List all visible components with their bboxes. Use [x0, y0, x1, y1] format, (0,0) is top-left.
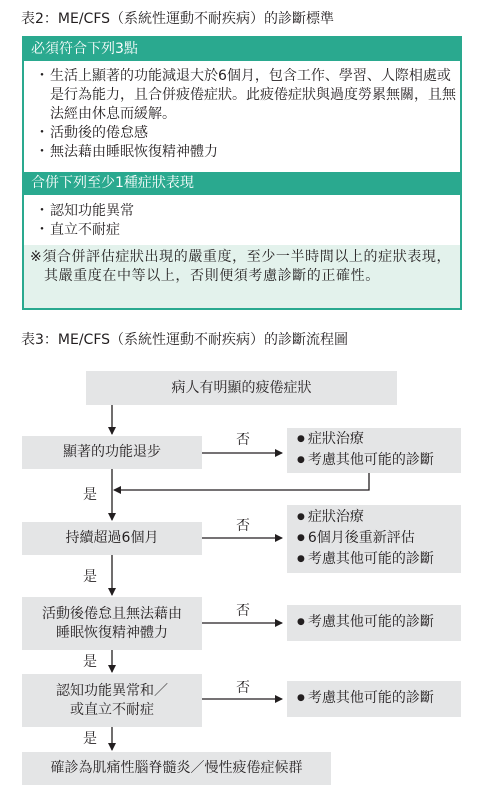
yes-label: 是	[83, 487, 97, 503]
no-label: 否	[236, 680, 250, 696]
start-box: 病人有明顯的疲倦症狀	[86, 371, 397, 405]
step-box-4: 認知功能異常和／ 或直立不耐症	[22, 674, 202, 727]
step-box-3: 活動後倦怠且無法藉由 睡眠恢復精神體力	[22, 597, 202, 650]
no-label: 否	[236, 518, 250, 534]
table2-title: 表2：ME/CFS（系統性運動不耐疾病）的診斷標準	[21, 11, 335, 27]
yes-label: 是	[83, 731, 97, 747]
list-item: ・ 生活上顯著的功能減退大於6個月，包含工作、學習、人際相處或是行為能力，且合併疲倦症狀。此疲倦症狀與過度勞累無關，且無法經由休息而緩解。	[35, 68, 456, 122]
list-item: ・ 認知功能異常	[35, 203, 134, 219]
step-box-2: 持續超過6個月	[22, 522, 202, 555]
outcome-box-2: ● 症狀治療 ● 6個月後重新評估 ● 考慮其他可能的診斷	[287, 505, 461, 573]
severity-note: ※須合併評估症狀出現的嚴重度，至少一半時間以上的症狀表現，其嚴重度在中等以上，否則便須考慮診斷的正確性。	[24, 245, 460, 308]
arrow-return-to-main	[114, 473, 369, 490]
list-item: ・ 活動後的倦怠感	[35, 125, 148, 141]
yes-label: 是	[83, 654, 97, 670]
list-item: ・ 直立不耐症	[35, 222, 120, 238]
outcome-box-3: ● 考慮其他可能的診斷	[287, 605, 461, 641]
yes-label: 是	[83, 569, 97, 585]
outcome-box-4: ● 考慮其他可能的診斷	[287, 681, 461, 717]
no-label: 否	[236, 432, 250, 448]
step-box-1: 顯著的功能退步	[22, 436, 202, 469]
no-label: 否	[236, 603, 250, 619]
final-diagnosis-box: 確診為肌痛性腦脊髓炎／慢性疲倦症候群	[22, 752, 331, 785]
list-item: ・ 無法藉由睡眠恢復精神體力	[35, 144, 218, 160]
table3-title: 表3：ME/CFS（系統性運動不耐疾病）的診斷流程圖	[21, 332, 349, 348]
section1-header: 必須符合下列3點	[24, 38, 460, 61]
section2-header: 合併下列至少1種症狀表現	[24, 172, 460, 195]
outcome-box-1: ● 症狀治療 ● 考慮其他可能的診斷	[287, 428, 461, 473]
